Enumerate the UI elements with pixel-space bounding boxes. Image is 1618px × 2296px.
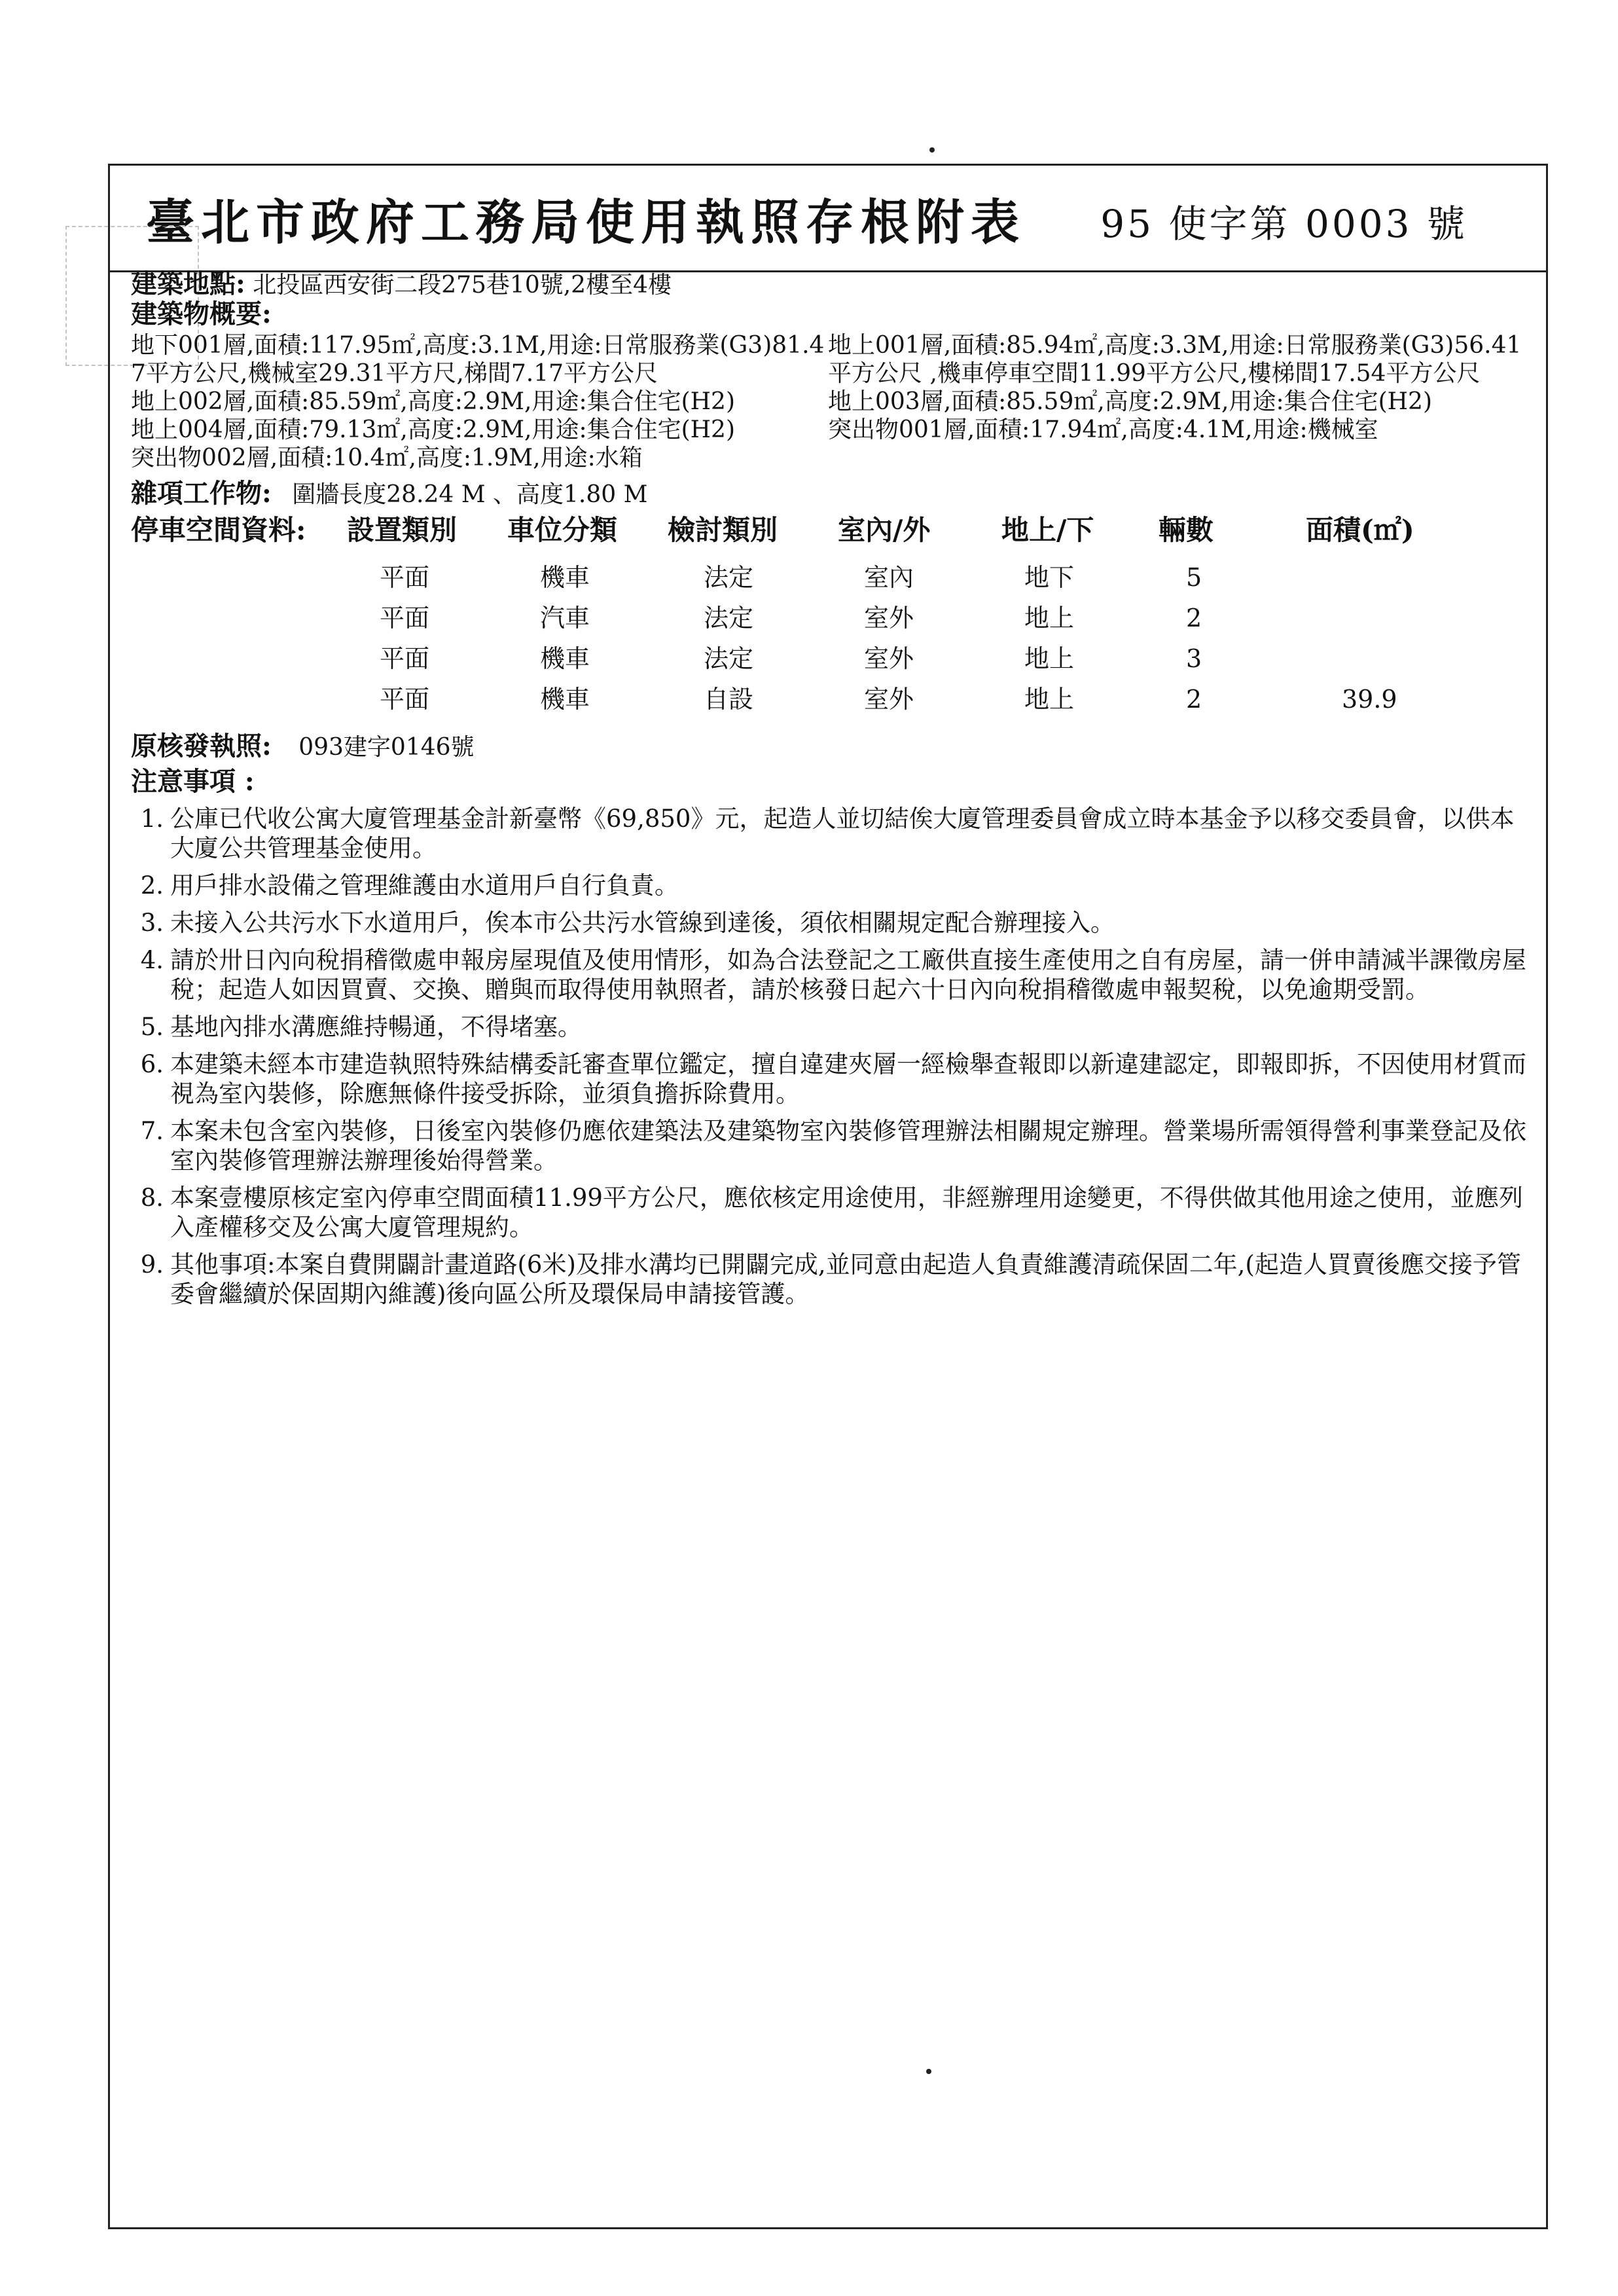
overview-line: 地下001層,面積:117.95㎡,高度:3.1M,用途:日常服務業(G3)81.4 [131,332,825,359]
parking-cell: 法定 [704,604,754,632]
notes-label-row [131,767,1532,797]
overview-line: 地上002層,面積:85.59㎡,高度:2.9M,用途:集合住宅(H2) [131,388,735,415]
header [110,166,1546,272]
parking-cell: 室外 [864,644,914,673]
parking-col-header: 檢討類別 [668,514,778,546]
page-title: 臺北市政府工務局使用執照存根附表 [146,194,1026,251]
original-permit-row [131,732,1532,762]
overview-line: 突出物001層,面積:17.94㎡,高度:4.1M,用途:機械室 [828,416,1378,443]
content [131,270,1532,1317]
parking-col-header: 輛數 [1159,514,1214,546]
overview-label-row [131,300,1532,330]
overview-line: 突出物002層,面積:10.4㎡,高度:1.9M,用途:水箱 [131,445,643,471]
overview-line: 地上004層,面積:79.13㎡,高度:2.9M,用途:集合住宅(H2) [131,416,735,443]
parking-label: 停車空間資料: [131,514,306,546]
note-text: 本建築未經本市建造執照特殊結構委託審查單位鑑定，擅自違建夾層一經檢舉查報即以新違建認定，即報即拆，不因使用材質而視為室內裝修，除應無條件接受拆除，並須負擔拆除費用。 [170,1050,1526,1108]
note-number: 3. [140,909,164,937]
overview-line: 7平方公尺,機械室29.31平方尺,梯間7.17平方公尺 [131,360,658,387]
parking-row [131,638,1532,678]
site-value: 北投區西安街二段275巷10號,2樓至4樓 [253,272,672,299]
overview-left [131,331,825,472]
parking-cell: 平面 [380,604,430,632]
note-number: 1. [140,805,164,833]
site-row [131,270,1532,300]
parking-col-header: 車位分類 [507,514,618,546]
original-permit-value: 093建字0146號 [298,734,475,761]
note-text: 基地內排水溝應維持暢通，不得堵塞。 [170,1013,582,1041]
parking-cell: 室外 [864,604,914,632]
note-item [131,1049,1532,1108]
parking-cell: 2 [1186,685,1202,714]
parking-cell: 平面 [380,685,430,714]
scan-speck [929,147,935,153]
note-number: 7. [140,1117,164,1145]
parking-cell: 機車 [540,644,590,673]
overview-block [131,331,1532,477]
overview-line: 地上003層,面積:85.59㎡,高度:2.9M,用途:集合住宅(H2) [828,388,1432,415]
misc-value: 圍牆長度28.24 M 、高度1.80 M [292,481,648,508]
parking-row [131,597,1532,638]
parking-cell: 地上 [1024,604,1075,632]
note-item [131,1116,1532,1175]
notes-list [131,804,1532,1309]
note-number: 6. [140,1050,164,1078]
notes-label: 注意事項 : [131,766,255,797]
note-item [131,1012,1532,1042]
overview-label: 建築物概要: [131,299,272,329]
note-text: 用戶排水設備之管理維護由水道用戶自行負責。 [170,871,679,900]
note-item [131,945,1532,1004]
parking-cell: 2 [1186,604,1202,632]
note-item [131,1183,1532,1242]
misc-label: 雜項工作物: [131,478,272,509]
parking-row [131,678,1532,719]
note-text: 請於卅日內向稅捐稽徵處申報房屋現值及使用情形，如為合法登記之工廠供直接生產使用之自有房屋，請一併申請減半課徵房屋稅；起造人如因買賣、交換、贈與而取得使用執照者，請於核發日起六十日內向稅捐稽徵處申報契稅，以免逾期受罰。 [170,946,1526,1004]
note-number: 2. [140,871,164,900]
note-item [131,871,1532,900]
parking-col-header: 室內/外 [838,514,931,546]
parking-col-header: 設置類別 [347,514,458,546]
misc-row [131,479,1532,509]
note-number: 8. [140,1184,164,1212]
note-item [131,804,1532,863]
site-label: 建築地點: [131,268,245,299]
parking-cell: 汽車 [540,604,590,632]
note-item [131,1250,1532,1309]
parking-cell: 法定 [704,644,754,673]
parking-cell: 地下 [1024,563,1075,592]
note-text: 其他事項:本案自費開闢計畫道路(6米)及排水溝均已開闢完成,並同意由起造人負責維護清疏保固二年,(起造人買賣後應交接予管委會繼續於保固期內維護)後向區公所及環保局申請接管護。 [170,1250,1521,1308]
note-number: 5. [140,1013,164,1041]
parking-col-header: 面積(㎡) [1306,514,1414,546]
parking-cell: 平面 [380,644,430,673]
note-text: 本案壹樓原核定室內停車空間面積11.99平方公尺，應依核定用途使用，非經辦理用途變更，不得供做其他用途之使用，並應列入產權移交及公寓大廈管理規約。 [170,1184,1523,1241]
parking-cell: 平面 [380,563,430,592]
parking-cell: 自設 [704,685,754,714]
parking-cell: 5 [1186,563,1202,592]
note-text: 公庫已代收公寓大廈管理基金計新臺幣《69,850》元，起造人並切結俟大廈管理委員會成立時本基金予以移交委員會，以供本大廈公共管理基金使用。 [170,805,1515,862]
overview-line: 地上001層,面積:85.94㎡,高度:3.3M,用途:日常服務業(G3)56.41 [828,332,1522,359]
parking-cell: 室內 [864,563,914,592]
note-item [131,908,1532,938]
parking-cell: 3 [1186,644,1202,673]
parking-header [131,516,1532,556]
parking-cell: 機車 [540,563,590,592]
parking-col-header: 地上/下 [1001,514,1094,546]
scan-speck [926,2069,931,2074]
note-text: 未接入公共污水下水道用戶，俟本市公共污水管線到達後，須依相關規定配合辦理接入。 [170,909,1115,937]
note-text: 本案未包含室內裝修，日後室內裝修仍應依建築法及建築物室內裝修管理辦法相關規定辦理。營業場所需領得營利事業登記及依室內裝修管理辦法辦理後始得營業。 [170,1117,1526,1175]
overview-line: 平方公尺 ,機車停車空間11.99平方公尺,樓梯間17.54平方公尺 [828,360,1481,387]
parking-cell: 機車 [540,685,590,714]
original-permit-label: 原核發執照: [131,731,272,761]
permit-number: 95 使字第 0003 號 [1100,202,1467,246]
parking-row [131,556,1532,597]
parking-cell: 地上 [1024,644,1075,673]
parking-cell: 室外 [864,685,914,714]
parking-cell: 法定 [704,563,754,592]
parking-cell: 39.9 [1342,685,1397,714]
parking-cell: 地上 [1024,685,1075,714]
note-number: 4. [140,946,164,974]
overview-right [828,331,1541,444]
note-number: 9. [140,1250,164,1279]
